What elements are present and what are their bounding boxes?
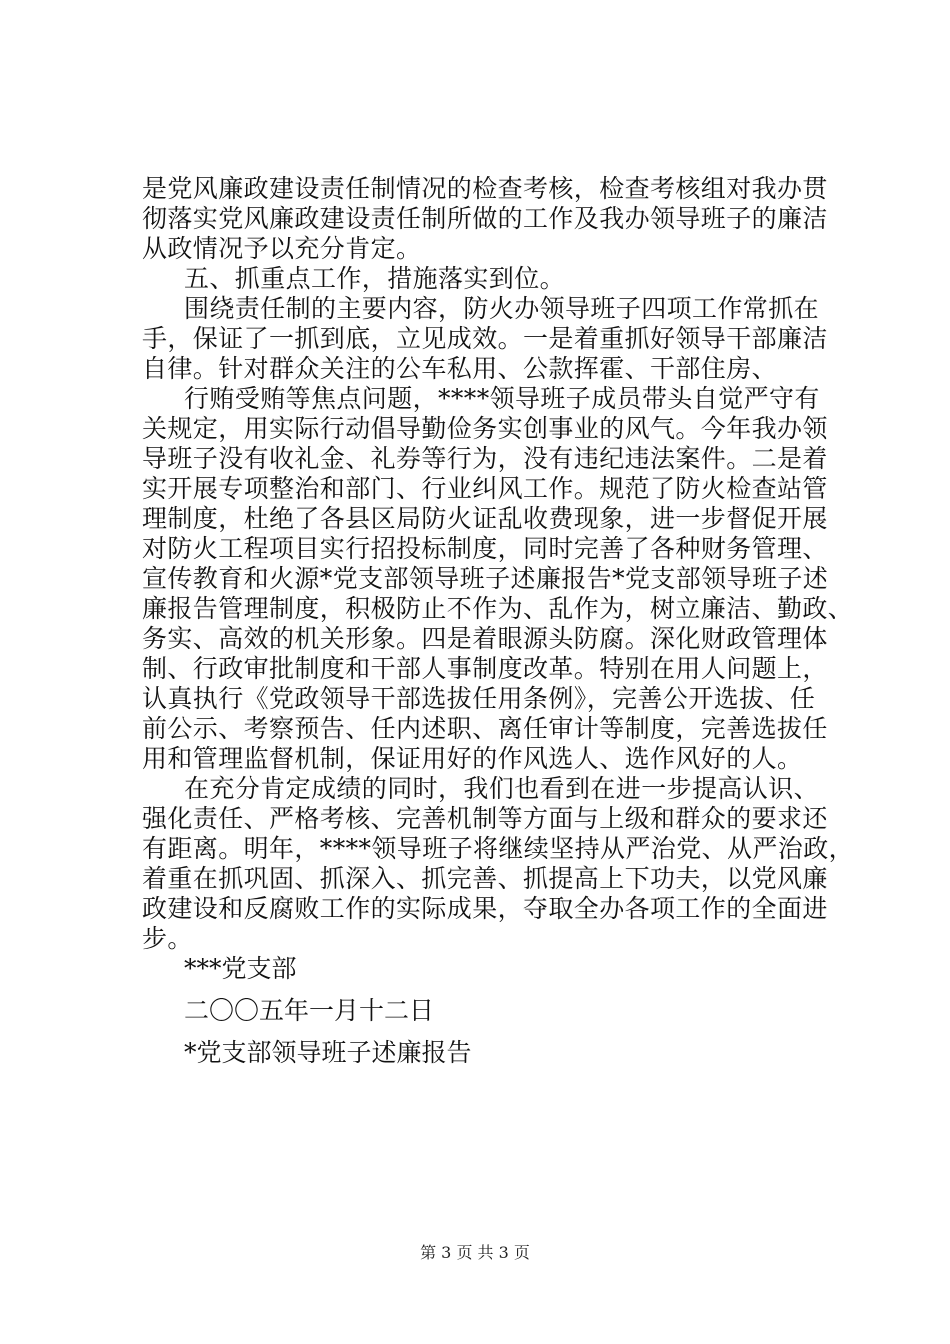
- document-body: [142, 174, 855, 954]
- body-line: 认真执行《党政领导干部选拔任用条例》，完善公开选拔、任: [142, 684, 816, 713]
- body-line: 实开展专项整治和部门、行业纠风工作。规范了防火检查站管: [142, 474, 828, 503]
- body-line: 宣传教育和火源*党支部领导班子述廉报告*党支部领导班子述: [142, 564, 829, 593]
- body-line: 有距离。明年，****领导班子将继续坚持从严治党、从严治政，: [142, 834, 855, 863]
- body-line: 在充分肯定成绩的同时，我们也看到在进一步提高认识、: [184, 774, 820, 803]
- body-line: 前公示、考察预告、任内述职、离任审计等制度，完善选拔任: [142, 714, 828, 743]
- body-line: 着重在抓巩固、抓深入、抓完善、抓提高上下功夫，以党风廉: [142, 864, 828, 893]
- body-line: 用和管理监督机制，保证用好的作风选人、选作风好的人。: [142, 744, 803, 773]
- signature-title: *党支部领导班子述廉报告: [184, 1038, 472, 1067]
- body-line: 自律。针对群众关注的公车私用、公款挥霍、干部住房、: [142, 354, 778, 383]
- body-line: 步。: [142, 924, 193, 953]
- body-line: 务实、高效的机关形象。四是着眼源头防腐。深化财政管理体: [142, 624, 828, 653]
- body-line: 关规定，用实际行动倡导勤俭务实创事业的风气。今年我办领: [142, 414, 828, 443]
- body-line: 廉报告管理制度，积极防止不作为、乱作为，树立廉洁、勤政、: [142, 594, 854, 623]
- body-line: 政建设和反腐败工作的实际成果，夺取全办各项工作的全面进: [142, 894, 828, 923]
- body-line: 强化责任、严格考核、完善机制等方面与上级和群众的要求还: [142, 804, 828, 833]
- body-line: 制、行政审批制度和干部人事制度改革。特别在用人问题上，: [142, 654, 828, 683]
- body-line: 行贿受贿等焦点问题，****领导班子成员带头自觉严守有: [184, 384, 820, 413]
- body-line: 彻落实党风廉政建设责任制所做的工作及我办领导班子的廉洁: [142, 204, 828, 233]
- body-line: 围绕责任制的主要内容，防火办领导班子四项工作常抓在: [184, 294, 820, 323]
- body-line: 五、抓重点工作，措施落实到位。: [184, 264, 566, 293]
- signature-org: ***党支部: [184, 954, 297, 983]
- signature-date: 二〇〇五年一月十二日: [184, 996, 435, 1025]
- body-line: 手，保证了一抓到底，立见成效。一是着重抓好领导干部廉洁: [142, 324, 828, 353]
- body-line: 对防火工程项目实行招投标制度，同时完善了各种财务管理、: [142, 534, 828, 563]
- page-number-footer: 第 3 页 共 3 页: [420, 1243, 530, 1262]
- body-line: 是党风廉政建设责任制情况的检查考核，检查考核组对我办贯: [142, 174, 828, 203]
- body-line: 理制度，杜绝了各县区局防火证乱收费现象，进一步督促开展: [142, 504, 828, 533]
- body-line: 导班子没有收礼金、礼券等行为，没有违纪违法案件。二是着: [142, 444, 828, 473]
- body-line: 从政情况予以充分肯定。: [142, 234, 422, 263]
